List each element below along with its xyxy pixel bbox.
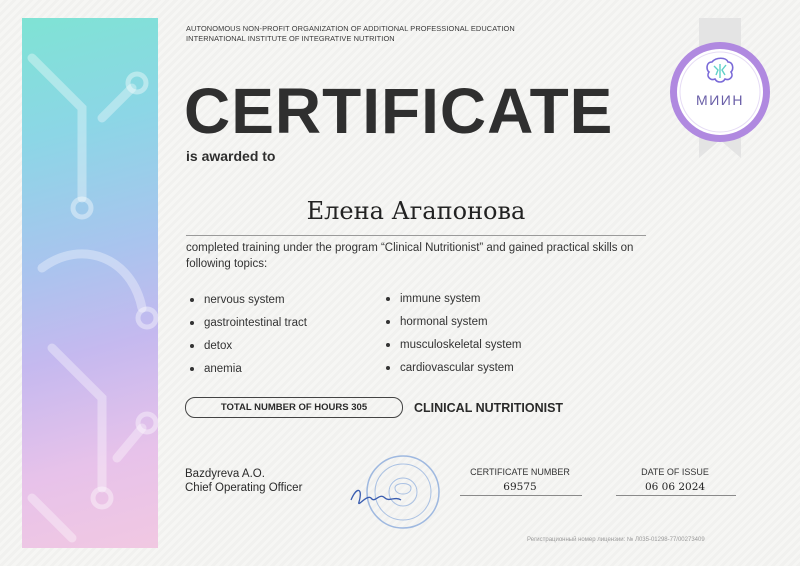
- circuit-pattern-icon: [22, 18, 158, 548]
- topics-list-right: [382, 291, 521, 383]
- organization-line-2: INTERNATIONAL INSTITUTE OF INTEGRATIVE NUTRITION: [186, 34, 395, 43]
- signer-name: Bazdyreva A.O.: [185, 468, 265, 480]
- qualification-title: CLINICAL NUTRITIONIST: [414, 401, 564, 415]
- logo-badge: [668, 40, 772, 144]
- topics-list-left: [186, 292, 307, 384]
- topic-item: anemia: [186, 361, 307, 384]
- decorative-gradient-band: [22, 18, 158, 548]
- topic-item: cardiovascular system: [382, 360, 521, 383]
- license-registration-note: Регистрационный номер лицензии: № Л035-01298-77/00273409: [527, 537, 705, 543]
- signature-icon: [351, 490, 401, 503]
- topic-item: immune system: [382, 291, 521, 314]
- date-of-issue-value: 06 06 2024: [644, 481, 706, 493]
- organization-line-1: AUTONOMOUS NON-PROFIT ORGANIZATION OF ADDITIONAL PROFESSIONAL EDUCATION: [186, 24, 515, 33]
- certificate-number-label: CERTIFICATE NUMBER: [470, 467, 570, 477]
- topic-item: nervous system: [186, 292, 307, 315]
- topic-item: detox: [186, 338, 307, 361]
- certificate-number-value: 69575: [503, 481, 537, 493]
- program-description: completed training under the program “Clinical Nutritionist” and gained practical skills on following topics:: [186, 242, 634, 270]
- signer-block: [185, 467, 302, 495]
- official-seal-icon: [345, 448, 441, 538]
- certificate-number-underline: [460, 495, 582, 496]
- brain-icon: [704, 56, 736, 84]
- total-hours-badge: TOTAL NUMBER OF HOURS 305: [185, 397, 403, 418]
- recipient-underline: [186, 235, 646, 236]
- date-of-issue-label: DATE OF ISSUE: [641, 467, 709, 477]
- signer-position: Chief Operating Officer: [185, 482, 303, 494]
- recipient-name: Елена Агапонова: [306, 197, 526, 225]
- topic-item: gastrointestinal tract: [186, 315, 307, 338]
- date-of-issue-underline: [616, 495, 736, 496]
- organization-name: [186, 24, 515, 44]
- awarded-to-label: is awarded to: [186, 148, 276, 164]
- topic-item: hormonal system: [382, 314, 521, 337]
- logo-text: МИИН: [696, 92, 744, 108]
- topic-item: musculoskeletal system: [382, 337, 521, 360]
- certificate-title: CERTIFICATE: [184, 75, 614, 147]
